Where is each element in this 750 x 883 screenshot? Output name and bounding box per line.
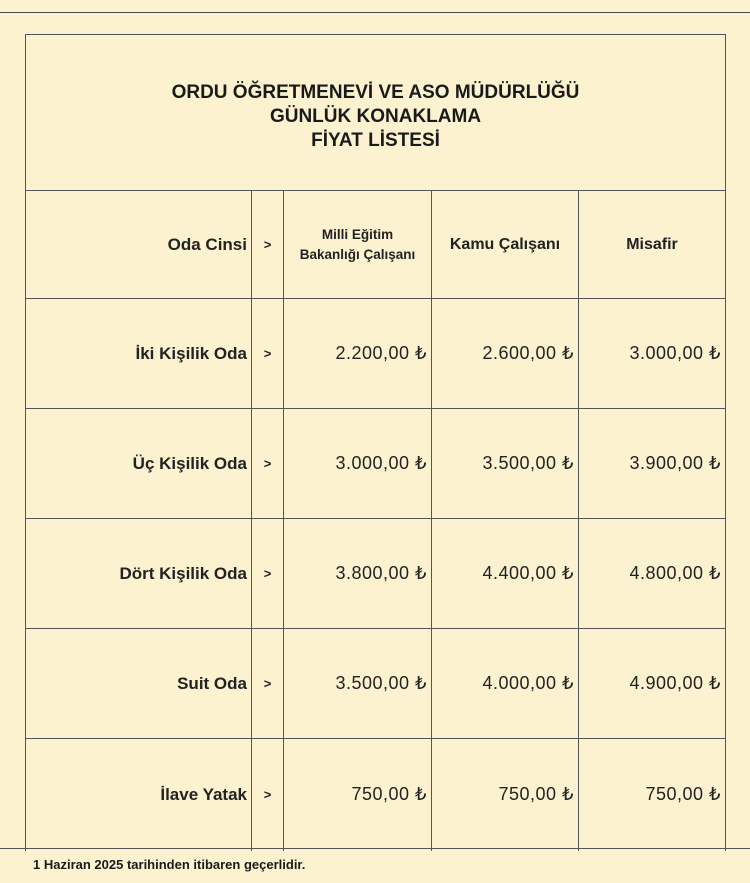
guest-price-cell: 4.800,00 ₺ <box>579 519 726 629</box>
title-line-2: GÜNLÜK KONAKLAMA <box>269 105 482 127</box>
price-table <box>25 34 726 851</box>
bottom-divider <box>0 848 750 849</box>
meb-price-cell: 2.200,00 ₺ <box>284 299 432 409</box>
public-price-cell: 3.500,00 ₺ <box>432 409 579 519</box>
meb-price-cell: 3.800,00 ₺ <box>284 519 432 629</box>
arrow-cell: > <box>252 519 284 629</box>
table-title <box>26 35 726 191</box>
header-meb-employee <box>284 191 432 299</box>
arrow-cell: > <box>252 299 284 409</box>
public-price-cell: 4.400,00 ₺ <box>432 519 579 629</box>
table-row <box>26 739 726 851</box>
title-line-1: ORDU ÖĞRETMENEVİ VE ASO MÜDÜRLÜĞÜ <box>171 81 580 103</box>
table-row <box>26 299 726 409</box>
guest-price-cell: 3.900,00 ₺ <box>579 409 726 519</box>
meb-price-cell: 3.500,00 ₺ <box>284 629 432 739</box>
public-price-cell: 4.000,00 ₺ <box>432 629 579 739</box>
table-row <box>26 409 726 519</box>
header-room-type: Oda Cinsi <box>26 191 252 299</box>
title-line-3: FİYAT LİSTESİ <box>311 129 440 151</box>
header-arrow: > <box>252 191 284 299</box>
table-row <box>26 629 726 739</box>
meb-price-cell: 750,00 ₺ <box>284 739 432 851</box>
validity-footnote: 1 Haziran 2025 tarihinden itibaren geçerlidir. <box>33 857 306 872</box>
table-row <box>26 519 726 629</box>
guest-price-cell: 4.900,00 ₺ <box>579 629 726 739</box>
arrow-cell: > <box>252 409 284 519</box>
public-price-cell: 750,00 ₺ <box>432 739 579 851</box>
header-row <box>26 191 726 299</box>
header-meb-line-1: Milli Eğitim <box>321 226 394 242</box>
guest-price-cell: 3.000,00 ₺ <box>579 299 726 409</box>
header-guest: Misafir <box>579 191 726 299</box>
arrow-cell: > <box>252 739 284 851</box>
top-divider <box>0 12 750 13</box>
meb-price-cell: 3.000,00 ₺ <box>284 409 432 519</box>
public-price-cell: 2.600,00 ₺ <box>432 299 579 409</box>
room-type-cell: Üç Kişilik Oda <box>26 409 252 519</box>
guest-price-cell: 750,00 ₺ <box>579 739 726 851</box>
header-public-employee: Kamu Çalışanı <box>432 191 579 299</box>
room-type-cell: Suit Oda <box>26 629 252 739</box>
room-type-cell: İlave Yatak <box>26 739 252 851</box>
header-meb-line-2: Bakanlığı Çalışanı <box>299 246 416 262</box>
room-type-cell: İki Kişilik Oda <box>26 299 252 409</box>
room-type-cell: Dört Kişilik Oda <box>26 519 252 629</box>
arrow-cell: > <box>252 629 284 739</box>
